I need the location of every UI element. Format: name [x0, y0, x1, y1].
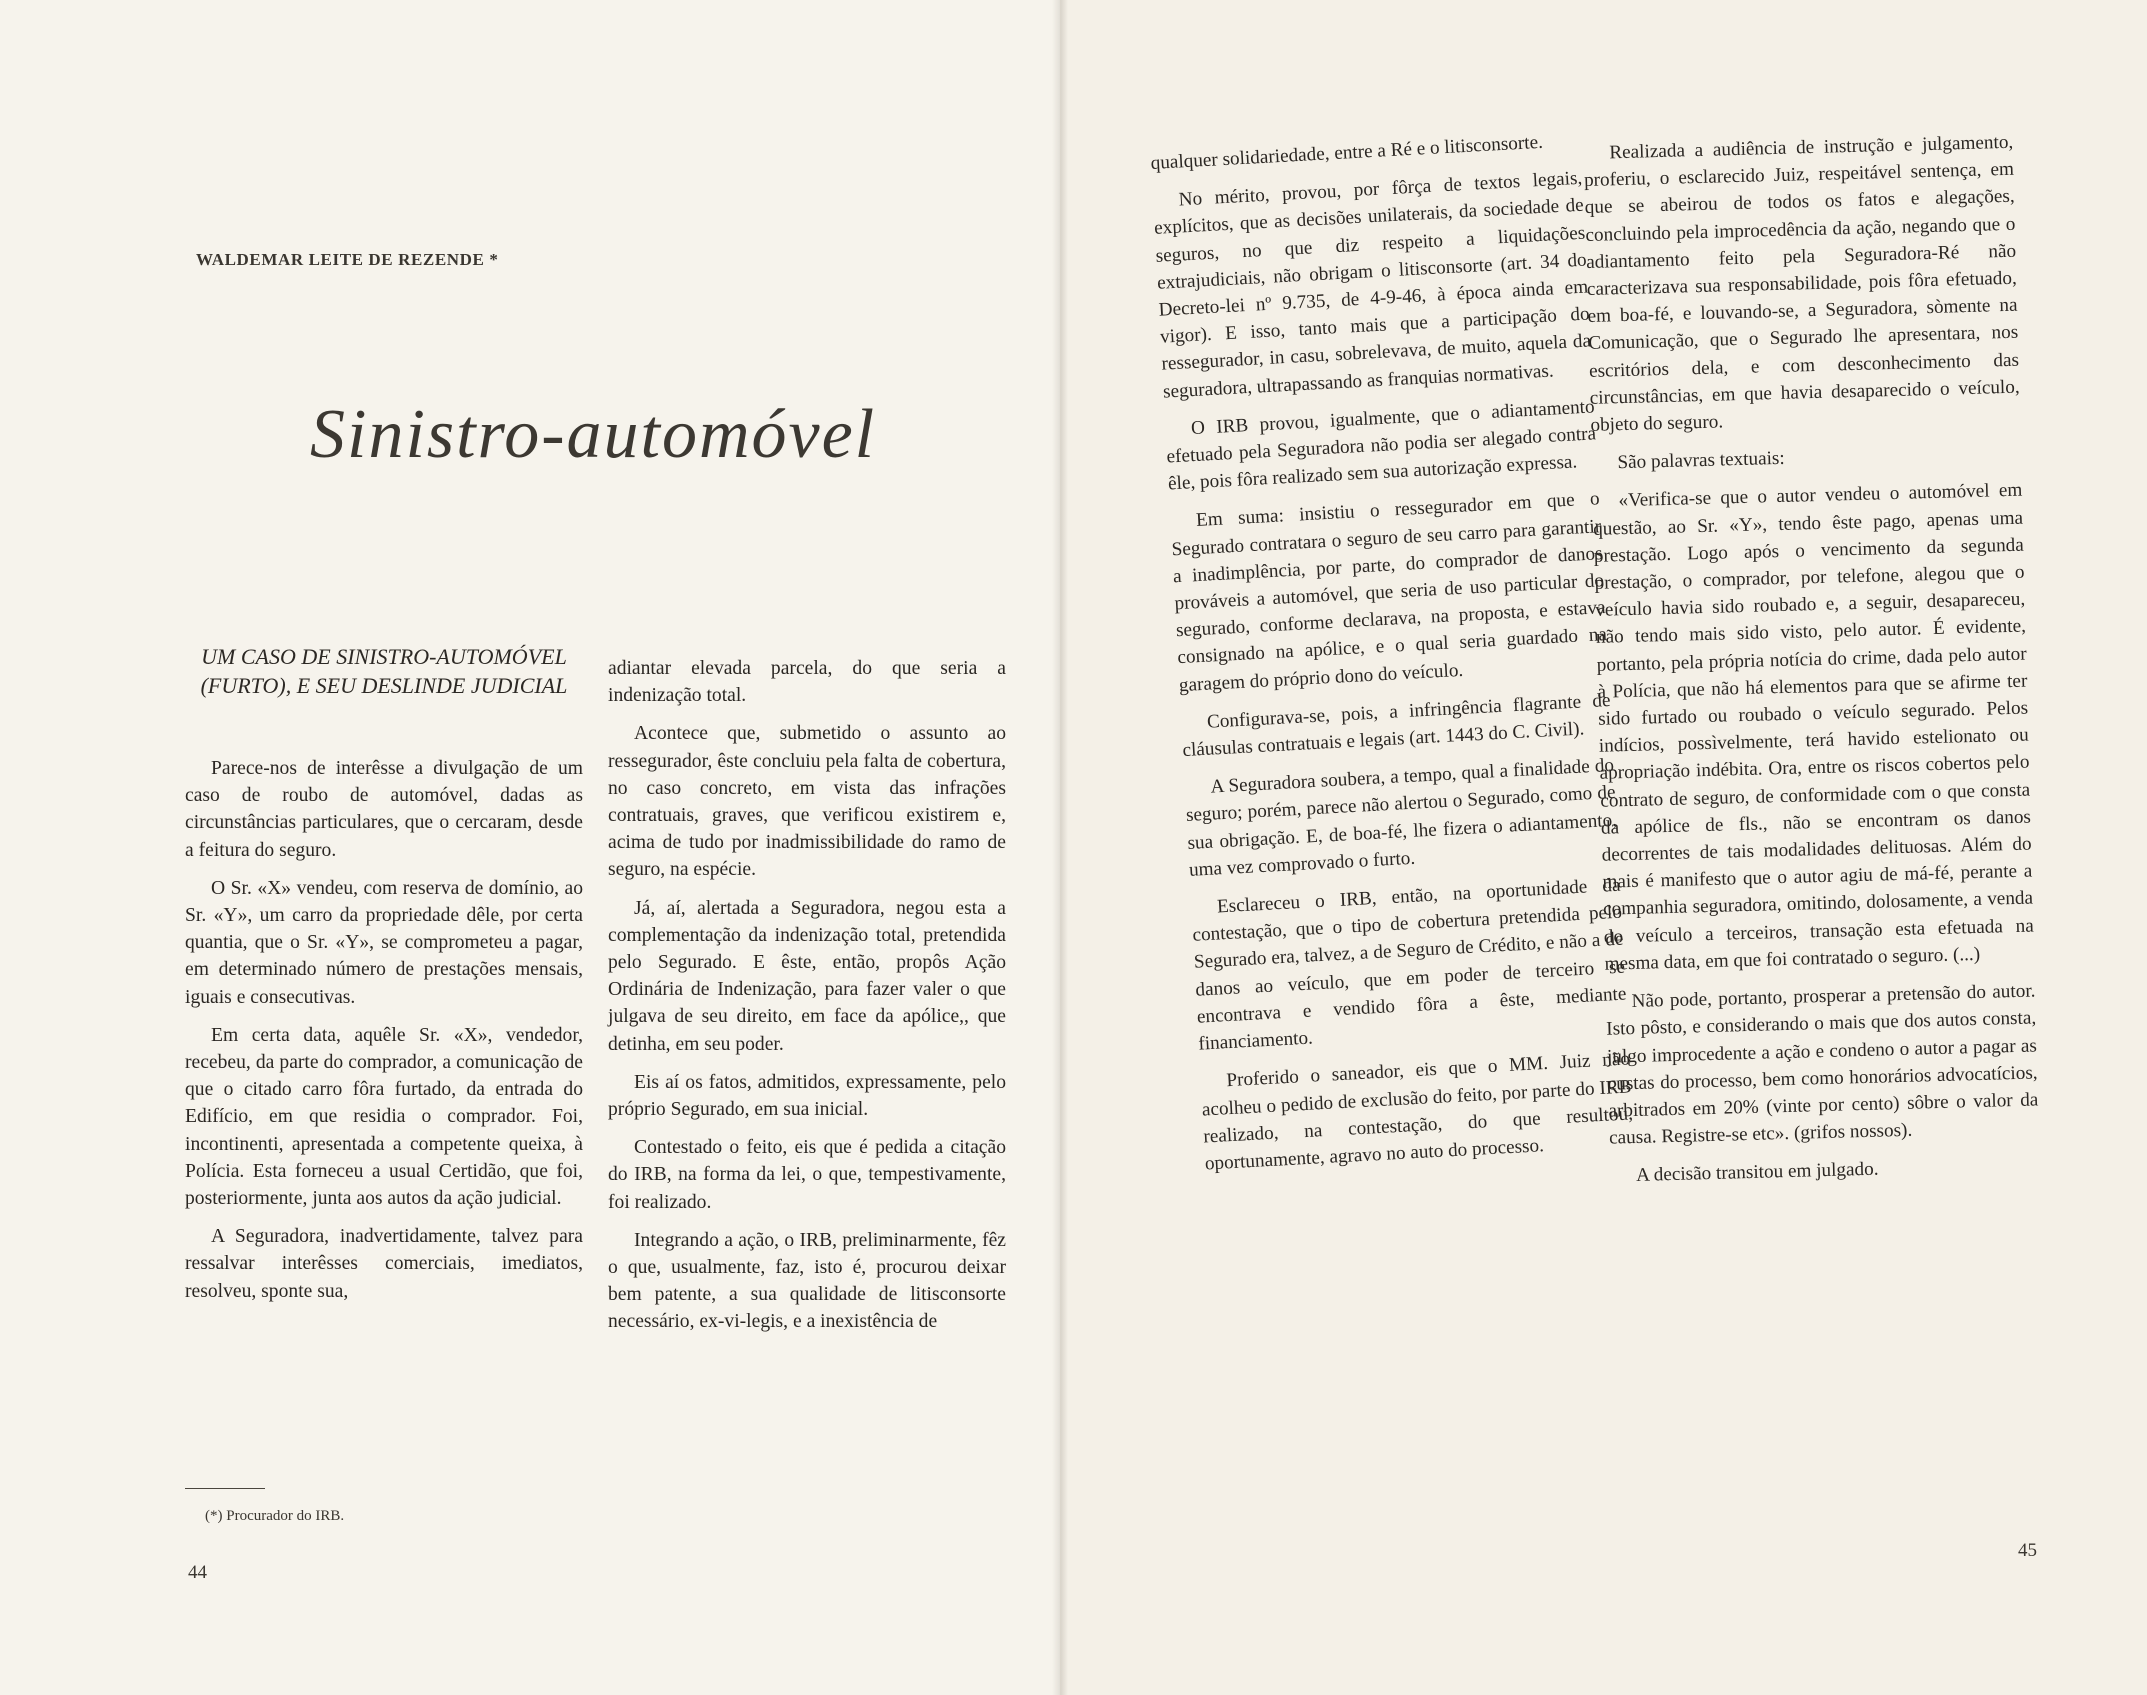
- right-column-2: [1583, 129, 2041, 1201]
- paragraph: Não pode, portanto, prosperar a pretensão do autor. Isto pôsto, e considerando o mais que dos autos consta, julgo improcedente a ação e condeno o autor a pagar as custas do processo, bem como honorários advocatícios, arbitrados em 20% (vinte por cento) sôbre o valor da causa. Registre-se etc». (grifos nossos).: [1606, 980, 2039, 1149]
- left-column-2: [608, 655, 1006, 1347]
- article-title: Sinistro-automóvel: [310, 396, 877, 473]
- footnote-rule: [185, 1488, 265, 1489]
- paragraph: A Seguradora soubera, a tempo, qual a finalidade do seguro; porém, parece não alertou o Segurado, como de sua obrigação. E, de boa-fé, lhe fizera o adiantamento, uma vez comprovado o furto.: [1185, 755, 1618, 881]
- paragraph: Proferido o saneador, eis que o MM. Juiz não acolheu o pedido de exclusão do feito, por parte do IRB realizado, na contestação, do que resultou, oportunamente, agravo no auto do processo.: [1201, 1048, 1634, 1175]
- paragraph: Acontece que, submetido o assunto ao ressegurador, êste concluiu pela falta de cobertura, no caso concreto, em vista das infrações contratuais, graves, que verificou existirem e, acima de tudo por inadmissibilidade do ramo de seguro, na espécie.: [608, 723, 1006, 881]
- article-subtitle: UM CASO DE SINISTRO-AUTOMÓVEL (FURTO), E SEU DESLINDE JUDICIAL: [200, 644, 568, 698]
- right-column-1: [1150, 127, 1636, 1189]
- paragraph: Configurava-se, pois, a infringência flagrante de cláusulas contratuais e legais (art. 1443 do C. Civil).: [1181, 689, 1611, 762]
- paragraph: Em certa data, aquêle Sr. «X», vendedor, recebeu, da parte do comprador, a comunicação de que o citado carro fôra furtado, da entrada do Edifício, em que residia o comprador. Foi, incontinenti, apresentada a competente queixa, à Polícia. Esta forneceu a usual Certidão, que foi, posteriormente, junta aos autos da ação judicial.: [185, 1024, 583, 1210]
- author-name: WALDEMAR LEITE DE REZENDE *: [196, 250, 499, 269]
- page-number-right: 45: [2018, 1540, 2037, 1561]
- book-gutter: [1052, 0, 1068, 1695]
- left-page: [0, 0, 1060, 1695]
- paragraph: No mérito, provou, por fôrça de textos legais, explícitos, que as decisões unilaterais, da sociedade de seguros, no que diz respeito a liquidações extrajudiciais, não obrigam o litisconsorte (art. 34 do Decreto-lei nº 9.735, de 4-9-46, à época ainda em vigor). E isso, tanto mais que a participação do ressegurador, in casu, sobrelevava, de muito, aquela da seguradora, ultrapassando as franquias normativas.: [1153, 167, 1592, 403]
- paragraph: Contestado o feito, eis que é pedida a citação do IRB, na forma da lei, o que, tempestivamente, foi realizado.: [608, 1137, 1006, 1213]
- paragraph: O IRB provou, igualmente, que o adiantamento efetuado pela Seguradora não podia ser alegado contra êle, pois fôra realizado sem sua autorização expressa.: [1166, 396, 1597, 495]
- paragraph: Parece-nos de interêsse a divulgação de um caso de roubo de automóvel, dadas as circunstâncias particulares, que o cercaram, desde a feitura do seguro.: [185, 758, 583, 861]
- paragraph: A decisão transitou em julgado.: [1635, 1158, 1879, 1187]
- left-column-1: [185, 755, 583, 1316]
- paragraph: qualquer solidariedade, entre a Ré e o litisconsorte.: [1150, 131, 1544, 174]
- paragraph: Em suma: insistiu o ressegurador em que o Segurado contratara o seguro de seu carro para garantir a inadimplência, por parte, do comprador de danos prováveis a automóvel, que seria de uso particular do segurado, conforme declarava, na proposta, e estava consignado na apólice, e o qual seria guardado na garagem do próprio dono do veículo.: [1171, 488, 1608, 696]
- right-page: [1060, 0, 2147, 1695]
- paragraph: Integrando a ação, o IRB, preliminarmente, fêz o que, usualmente, faz, isto é, procurou deixar bem patente, a sua qualidade de litisconsorte necessário, ex-vi-legis, e a inexistência de: [608, 1229, 1006, 1333]
- page-number-left: 44: [188, 1562, 207, 1583]
- paragraph: Realizada a audiência de instrução e julgamento, proferiu, o esclarecido Juiz, respeitável sentença, em que se abeirou de todos os fatos e alegações, concluindo pela improcedência da ação, negando que o adiantamento feito pela Seguradora-Ré não caracterizava sua responsabilidade, pois fôra efetuado, em boa-fé, e louvando-se, a Seguradora, sòmente na Comunicação, que o Segurado lhe apresentara, nos escritórios dela, e com desconhecimento das circunstâncias, em que havia desaparecido o veículo, objeto do seguro.: [1583, 131, 2020, 436]
- paragraph: São palavras textuais:: [1617, 448, 1785, 474]
- paragraph: «Verifica-se que o autor vendeu o automóvel em questão, ao Sr. «Y», tendo êste pago, apenas uma prestação. Logo após o vencimento da segunda prestação, o comprador, por telefone, alegou que o veículo havia sido roubado e, a seguir, desapareceu, não tendo mais sido visto, pelo autor. É evidente, portanto, pela própria notícia do crime, dada pelo autor à Polícia, que não há elementos para que se afirme ter sido furtado ou roubado o veículo segurado. Pelos indícios, possìvelmente, terá havido estelionato ou apropriação indébita. Ora, entre os riscos cobertos pelo contrato de seguro, de conformidade com o que consta da apólice de fls., não se encontram os danos decorrentes de tais modalidades delituosas. Além do mais é manifesto que o autor agiu de má-fé, perante a companhia seguradora, omitindo, dolosamente, a venda do veículo a terceiros, transação esta efetuada na mesma data, em que foi contratado o seguro. (...): [1592, 480, 2034, 975]
- paragraph: Já, aí, alertada a Seguradora, negou esta a complementação da indenização total, pretendida pelo Segurado. E êste, então, propôs Ação Ordinária de Indenização, para fazer valer o que julgava de seu direito, em face da apólice,, que detinha, em seu poder.: [608, 897, 1006, 1055]
- footnote: (*) Procurador do IRB.: [205, 1508, 345, 1524]
- paragraph: A Seguradora, inadvertidamente, talvez para ressalvar interêsses comerciais, imediatos, resolveu, sponte sua,: [185, 1226, 583, 1302]
- paragraph: Eis aí os fatos, admitidos, expressamente, pelo próprio Segurado, em sua inicial.: [608, 1071, 1006, 1121]
- paragraph: O Sr. «X» vendeu, com reserva de domínio, ao Sr. «Y», um carro da propriedade dêle, por certa quantia, que o Sr. «Y», se comprometeu a pagar, em determinado número de prestações mensais, iguais e consecutivas.: [185, 877, 583, 1008]
- paragraph: Esclareceu o IRB, então, na oportunidade da contestação, que o tipo de cobertura pretendida pelo Segurado era, talvez, a de Seguro de Crédito, e não a de danos ao veículo, que em poder de terceiro se encontrava e vendido fôra a êste, mediante financiamento.: [1191, 874, 1627, 1055]
- paragraph: adiantar elevada parcela, do que seria a indenização total.: [608, 658, 1006, 707]
